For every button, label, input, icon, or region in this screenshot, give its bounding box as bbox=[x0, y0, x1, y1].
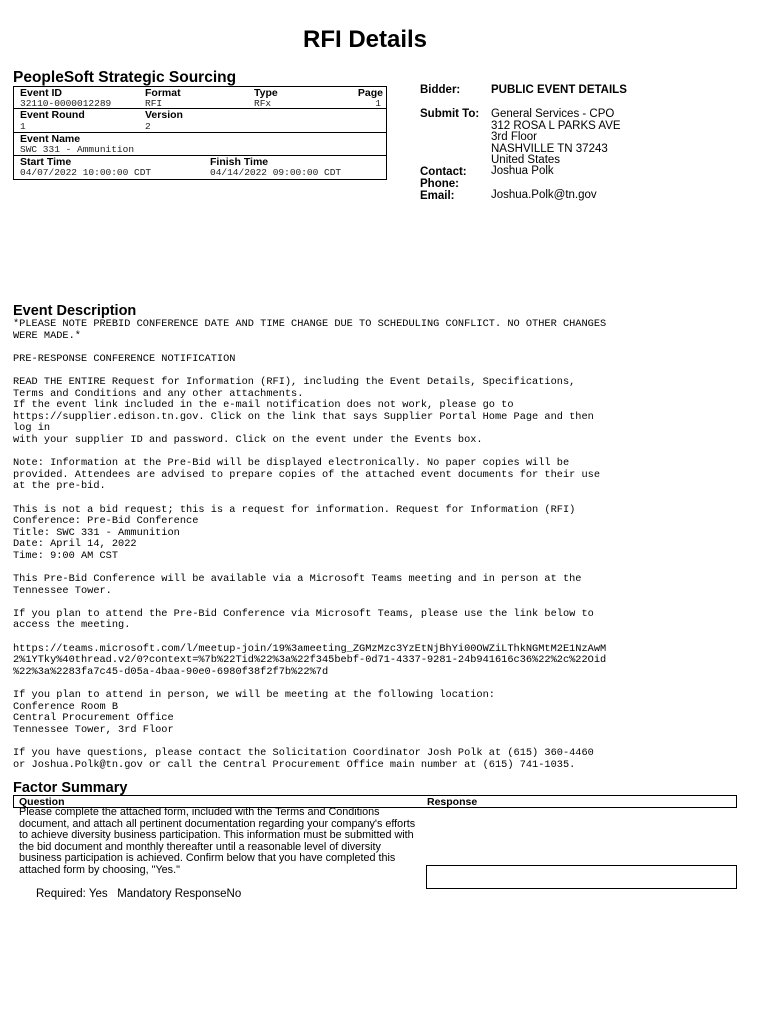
event-description-body bbox=[13, 319, 753, 783]
event-info-box bbox=[13, 86, 387, 180]
description-paragraph: If you plan to attend in person, we will be meeting at the following location: Conference Room B Central Procurement Office Tennessee Tower, 3rd Floor bbox=[13, 689, 495, 736]
description-paragraph: PRE-RESPONSE CONFERENCE NOTIFICATION bbox=[13, 352, 236, 365]
factor-question-text: Please complete the attached form, included with the Terms and Conditions document, and attach all pertinent documentation regarding your company's efforts to achieve diversity business participation. This information must be submitted with the bid document and monthly thereafter until a reasonable level of diversity business participation is achieved. Confirm below that you have completed this attached form by choosing, "Yes." bbox=[19, 806, 416, 876]
contact-label: Contact: bbox=[420, 166, 467, 178]
start-time-value: 04/07/2022 10:00:00 CDT bbox=[20, 167, 152, 178]
address-line: 312 ROSA L PARKS AVE bbox=[491, 119, 621, 132]
finish-time-label: Finish Time bbox=[210, 156, 269, 168]
event-round-value: 1 bbox=[20, 121, 26, 132]
description-paragraph: This Pre-Bid Conference will be available via a Microsoft Teams meeting and in person at the Tennessee Tower. bbox=[13, 573, 582, 597]
type-label: Type bbox=[254, 87, 278, 99]
type-value: RFx bbox=[254, 98, 272, 109]
event-name-value: SWC 331 - Ammunition bbox=[20, 144, 135, 155]
bidder-value: PUBLIC EVENT DETAILS bbox=[491, 84, 627, 96]
event-round-label: Event Round bbox=[20, 109, 85, 121]
page-value: 1 bbox=[375, 98, 381, 109]
start-time-label: Start Time bbox=[20, 156, 72, 168]
address-line: NASHVILLE TN 37243 bbox=[491, 142, 608, 155]
description-paragraph: If you plan to attend the Pre-Bid Conference via Microsoft Teams, please use the link below to access the meeting. bbox=[13, 607, 594, 632]
email-value: Joshua.Polk@tn.gov bbox=[491, 189, 597, 201]
bidder-label: Bidder: bbox=[420, 84, 461, 96]
address-line: United States bbox=[491, 154, 561, 167]
response-field[interactable] bbox=[426, 865, 737, 889]
description-paragraph: https://teams.microsoft.com/l/meetup-join/19%3ameeting_ZGMzMzc3YzEtNjBhYi00OWZiLThkNGMtM2E1NzAwM 2%1YTky%40thread.v2/0?context=%7b%22Tid%22%3a%22f345bebf-0d71-4337-9281-24b941616c36%22%2c%22Oid %22%3a%2283fa7c45-d05a-4baa-90e0-6980f38f2f7b%22%7d bbox=[13, 642, 607, 678]
description-paragraph: If you have questions, please contact the Solicitation Coordinator Josh Polk at (615) 360-4460 or Joshua.Polk@tn.gov or call the Central Procurement Office main number at (615) 741-1035. bbox=[13, 746, 594, 771]
address-line: General Services - CPO bbox=[491, 108, 615, 120]
event-description-heading: Event Description bbox=[13, 303, 137, 319]
factor-required-text: Required: Yes Mandatory ResponseNo bbox=[36, 888, 242, 900]
version-label: Version bbox=[145, 109, 183, 121]
format-value: RFI bbox=[145, 98, 163, 109]
response-column-header: Response bbox=[427, 796, 478, 808]
finish-time-value: 04/14/2022 09:00:00 CDT bbox=[210, 167, 342, 178]
contact-value: Joshua Polk bbox=[491, 165, 554, 177]
page-label: Page bbox=[357, 87, 383, 99]
submit-to-label: Submit To: bbox=[420, 108, 480, 120]
description-paragraph: READ THE ENTIRE Request for Information (RFI), including the Event Details, Specifications, Terms and Conditions and any other attachments. If the event link included in the e-mail notification does not work, please go to https://supplier.edison.tn.gov. Click on the link that says Supplier Portal Home Page and then log in with your supplier ID and password. Click on the event under the Events box. bbox=[13, 375, 594, 446]
email-label: Email: bbox=[420, 190, 455, 202]
page-title: RFI Details bbox=[302, 26, 428, 53]
event-id-value: 32110-0000012289 bbox=[20, 98, 112, 109]
factor-summary-heading: Factor Summary bbox=[13, 780, 128, 796]
event-name-label: Event Name bbox=[20, 133, 81, 145]
address-line: 3rd Floor bbox=[491, 131, 538, 144]
question-column-header: Question bbox=[19, 796, 65, 808]
format-label: Format bbox=[145, 87, 181, 99]
description-paragraph: This is not a bid request; this is a request for information. Request for Information (RFI) Conference: Pre-Bid Conference Title: SWC 331 - Ammunition Date: April 14, 2022 Time: 9:00 AM CST bbox=[13, 503, 576, 562]
phone-label: Phone: bbox=[420, 178, 459, 190]
submit-to-address bbox=[491, 109, 621, 167]
event-id-label: Event ID bbox=[20, 87, 63, 99]
description-paragraph: Note: Information at the Pre-Bid will be displayed electronically. No paper copies will be provided. Attendees are advised to prepare copies of the attached event documents for their use at the pre-bid. bbox=[13, 457, 601, 493]
version-value: 2 bbox=[145, 121, 151, 132]
description-paragraph: *PLEASE NOTE PREBID CONFERENCE DATE AND TIME CHANGE DUE TO SCHEDULING CONFLICT. NO OTHER CHANGES WERE MADE.* bbox=[13, 318, 607, 342]
organization-title: PeopleSoft Strategic Sourcing bbox=[13, 69, 237, 86]
